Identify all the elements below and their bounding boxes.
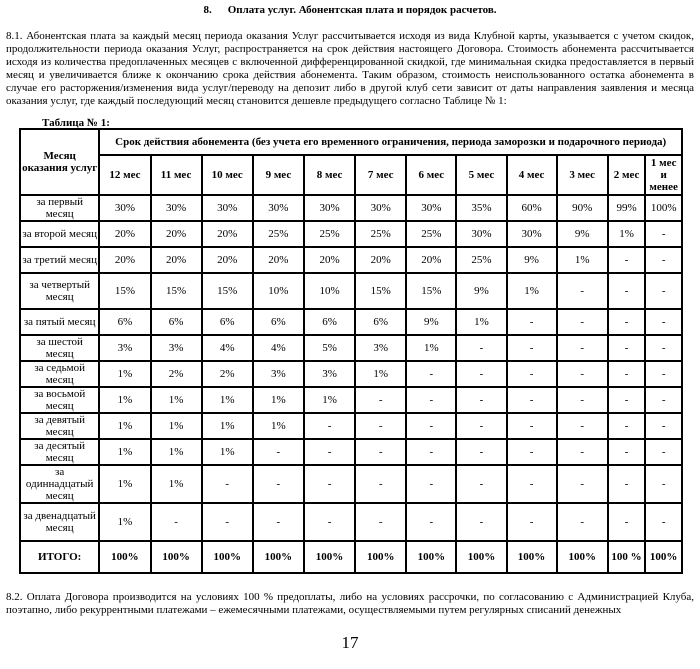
corner-header: Месяц оказания услуг <box>20 129 99 195</box>
column-header: 11 мес <box>151 155 202 195</box>
table-cell: 1% <box>151 413 202 439</box>
row-label: за десятый месяц <box>20 439 99 465</box>
table-cell: - <box>507 387 557 413</box>
table-title: Таблица № 1: <box>42 117 110 129</box>
section-number: 8. <box>203 4 212 16</box>
table-cell: - <box>355 387 406 413</box>
table-row <box>20 503 682 541</box>
total-cell: 100% <box>151 541 202 573</box>
table-cell: 30% <box>304 195 355 221</box>
table-cell: - <box>557 273 608 309</box>
table-cell: 1% <box>406 335 456 361</box>
row-label: за первый месяц <box>20 195 99 221</box>
table-cell: 10% <box>253 273 304 309</box>
table-cell: - <box>645 387 682 413</box>
table-cell: 1% <box>456 309 506 335</box>
table-cell: 1% <box>253 387 304 413</box>
table-cell: - <box>253 439 304 465</box>
table-cell: - <box>507 465 557 503</box>
table-cell: - <box>151 503 202 541</box>
table-cell: 6% <box>202 309 253 335</box>
table-cell: 1% <box>355 361 406 387</box>
table-row <box>20 465 682 503</box>
table-cell: 3% <box>99 335 150 361</box>
table-cell: - <box>645 273 682 309</box>
table-cell: - <box>645 439 682 465</box>
column-header: 9 мес <box>253 155 304 195</box>
table-cell: 2% <box>151 361 202 387</box>
table-cell: - <box>304 413 355 439</box>
table-cell: - <box>645 247 682 273</box>
table-cell: - <box>645 465 682 503</box>
total-cell: 100% <box>304 541 355 573</box>
table-cell: 25% <box>456 247 506 273</box>
table-cell: - <box>304 503 355 541</box>
table-cell: 15% <box>406 273 456 309</box>
table-cell: 15% <box>151 273 202 309</box>
table-cell: - <box>507 503 557 541</box>
table-cell: - <box>608 387 646 413</box>
total-cell: 100% <box>645 541 682 573</box>
table-cell: 30% <box>202 195 253 221</box>
table-cell: - <box>608 309 646 335</box>
total-cell: 100% <box>99 541 150 573</box>
table-cell: 3% <box>151 335 202 361</box>
table-cell: 20% <box>304 247 355 273</box>
table-cell: 9% <box>557 221 608 247</box>
table-cell: 1% <box>151 439 202 465</box>
discount-table <box>19 128 683 574</box>
table-cell: 15% <box>99 273 150 309</box>
table-row <box>20 439 682 465</box>
total-cell: 100% <box>507 541 557 573</box>
table-cell: 1% <box>202 413 253 439</box>
column-header: 5 мес <box>456 155 506 195</box>
table-cell: - <box>608 503 646 541</box>
row-label: за третий месяц <box>20 247 99 273</box>
table-cell: 6% <box>253 309 304 335</box>
table-cell: - <box>456 503 506 541</box>
paragraph-8-1: 8.1. Абонентская плата за каждый месяц периода оказания Услуг рассчитывается исходя из вида Клубной карты, указывается с учетом скидок, продолжительности периода оказания Услуг, распространяется на срок действия настоящего Договора. Стоимость абонемента рассчитывается исходя из количества предоплаченных месяцев с включенной дифференцированной скидкой, где минимальная скидка предоставляется в первый месяц и увеличивается ближе к окончанию срока действия абонемента. Таким образом, стоимость неиспользованного остатка абонемента в случае его расторжения/изменения вида услуг/переводу на депозит либо в другой клуб сети зависит от даты направления заявления и месяца оказания услуг, где каждый последующий месяц становится дешевле предыдущего согласно Таблице № 1: <box>6 30 694 107</box>
table-cell: - <box>557 335 608 361</box>
table-cell: 6% <box>99 309 150 335</box>
table-row <box>20 413 682 439</box>
table-cell: 35% <box>456 195 506 221</box>
table-cell: 30% <box>507 221 557 247</box>
table-cell: 1% <box>151 465 202 503</box>
table-cell: 1% <box>253 413 304 439</box>
section-title: Оплата услуг. Абонентская плата и порядок расчетов. <box>227 4 497 16</box>
total-label: ИТОГО: <box>20 541 99 573</box>
table-cell: 3% <box>253 361 304 387</box>
table-cell: - <box>456 335 506 361</box>
table-cell: - <box>645 221 682 247</box>
table-cell: 4% <box>202 335 253 361</box>
table-row <box>20 335 682 361</box>
table-cell: 30% <box>355 195 406 221</box>
table-row <box>20 195 682 221</box>
row-label: за второй месяц <box>20 221 99 247</box>
table-cell: 30% <box>456 221 506 247</box>
table-cell: 9% <box>507 247 557 273</box>
table-cell: 1% <box>99 413 150 439</box>
table-cell: 30% <box>99 195 150 221</box>
table-cell: 1% <box>151 387 202 413</box>
table-cell: 90% <box>557 195 608 221</box>
table-row <box>20 387 682 413</box>
table-cell: - <box>645 309 682 335</box>
paragraph-8-2: 8.2. Оплата Договора производится на условиях 100 % предоплаты, либо на условиях рассрочки, по согласованию с Администрацией Клуба, поэтапно, либо рекуррентными платежами – ежемесячными платежами, осуществляемыми путем регулярных списаний денежных <box>6 591 694 616</box>
table-row <box>20 221 682 247</box>
table-cell: - <box>557 413 608 439</box>
table-cell: 30% <box>151 195 202 221</box>
table-cell: 1% <box>202 387 253 413</box>
table-cell: - <box>456 465 506 503</box>
table-cell: 1% <box>202 439 253 465</box>
table-cell: 10% <box>304 273 355 309</box>
group-header: Срок действия абонемента (без учета его временного ограничения, периода заморозки и подарочного периода) <box>99 129 682 155</box>
table-cell: - <box>202 503 253 541</box>
table-cell: 20% <box>355 247 406 273</box>
table-cell: 20% <box>99 221 150 247</box>
table-cell: 20% <box>151 247 202 273</box>
table-cell: 20% <box>202 221 253 247</box>
table-cell: - <box>355 465 406 503</box>
table-cell: - <box>557 361 608 387</box>
table-cell: 15% <box>202 273 253 309</box>
table-cell: - <box>304 439 355 465</box>
table-cell: 9% <box>406 309 456 335</box>
table-cell: 1% <box>99 361 150 387</box>
table-cell: 1% <box>507 273 557 309</box>
table-cell: 99% <box>608 195 646 221</box>
table-cell: - <box>645 361 682 387</box>
table-cell: - <box>608 361 646 387</box>
column-header: 6 мес <box>406 155 456 195</box>
table-cell: - <box>253 503 304 541</box>
column-header: 8 мес <box>304 155 355 195</box>
table-cell: 1% <box>99 387 150 413</box>
column-header: 10 мес <box>202 155 253 195</box>
column-header: 7 мес <box>355 155 406 195</box>
table-cell: - <box>608 247 646 273</box>
table-cell: - <box>507 335 557 361</box>
table-cell: - <box>608 335 646 361</box>
table-cell: 2% <box>202 361 253 387</box>
table-cell: - <box>456 439 506 465</box>
table-cell: 1% <box>557 247 608 273</box>
table-cell: - <box>355 503 406 541</box>
table-cell: - <box>406 465 456 503</box>
table-cell: - <box>507 413 557 439</box>
table-cell: 100% <box>645 195 682 221</box>
total-cell: 100% <box>202 541 253 573</box>
page-number: 17 <box>341 633 359 652</box>
table-row <box>20 247 682 273</box>
table-cell: - <box>406 413 456 439</box>
table-cell: 15% <box>355 273 406 309</box>
table-cell: 9% <box>456 273 506 309</box>
row-label: за пятый месяц <box>20 309 99 335</box>
table-cell: 60% <box>507 195 557 221</box>
table-cell: - <box>608 439 646 465</box>
table-cell: 25% <box>304 221 355 247</box>
table-cell: 25% <box>355 221 406 247</box>
table-cell: 6% <box>355 309 406 335</box>
table-cell: 1% <box>608 221 646 247</box>
table-cell: - <box>406 387 456 413</box>
row-label: за девятый месяц <box>20 413 99 439</box>
table-cell: - <box>507 361 557 387</box>
table-row <box>20 361 682 387</box>
table-cell: - <box>557 465 608 503</box>
table-cell: - <box>645 335 682 361</box>
table-cell: - <box>456 387 506 413</box>
total-cell: 100% <box>557 541 608 573</box>
table-cell: - <box>645 503 682 541</box>
table-cell: - <box>355 439 406 465</box>
table-cell: - <box>608 413 646 439</box>
table-cell: 4% <box>253 335 304 361</box>
table-cell: 20% <box>406 247 456 273</box>
table-cell: 3% <box>355 335 406 361</box>
table-cell: 20% <box>202 247 253 273</box>
row-label: за восьмой месяц <box>20 387 99 413</box>
total-row <box>20 541 682 573</box>
table-cell: 1% <box>99 439 150 465</box>
table-cell: 20% <box>99 247 150 273</box>
table-cell: - <box>456 361 506 387</box>
column-header: 1 мес и менее <box>645 155 682 195</box>
table-cell: - <box>202 465 253 503</box>
total-cell: 100% <box>355 541 406 573</box>
table-cell: - <box>406 361 456 387</box>
column-header: 2 мес <box>608 155 646 195</box>
table-cell: - <box>557 387 608 413</box>
table-cell: - <box>507 309 557 335</box>
table-cell: - <box>608 465 646 503</box>
row-label: за четвертый месяц <box>20 273 99 309</box>
table-cell: 25% <box>406 221 456 247</box>
section-heading <box>0 4 700 17</box>
column-header: 3 мес <box>557 155 608 195</box>
table-cell: 20% <box>151 221 202 247</box>
table-cell: - <box>406 503 456 541</box>
row-label: за двенадцатый месяц <box>20 503 99 541</box>
table-cell: 3% <box>304 361 355 387</box>
row-label: за одиннадцатый месяц <box>20 465 99 503</box>
table-cell: - <box>456 413 506 439</box>
table-cell: 30% <box>406 195 456 221</box>
table-cell: 30% <box>253 195 304 221</box>
row-label: за седьмой месяц <box>20 361 99 387</box>
table-cell: 1% <box>99 465 150 503</box>
table-cell: - <box>608 273 646 309</box>
column-header: 12 мес <box>99 155 150 195</box>
table-row <box>20 309 682 335</box>
table-cell: 6% <box>304 309 355 335</box>
table-cell: 5% <box>304 335 355 361</box>
total-cell: 100% <box>406 541 456 573</box>
table-cell: 20% <box>253 247 304 273</box>
table-cell: - <box>557 309 608 335</box>
table-cell: - <box>557 439 608 465</box>
table-cell: 6% <box>151 309 202 335</box>
table-cell: - <box>355 413 406 439</box>
table-cell: - <box>406 439 456 465</box>
total-cell: 100% <box>253 541 304 573</box>
row-label: за шестой месяц <box>20 335 99 361</box>
table-cell: 1% <box>99 503 150 541</box>
table-cell: - <box>557 503 608 541</box>
table-cell: - <box>507 439 557 465</box>
column-header: 4 мес <box>507 155 557 195</box>
total-cell: 100% <box>456 541 506 573</box>
table-cell: 25% <box>253 221 304 247</box>
table-cell: 1% <box>304 387 355 413</box>
total-cell: 100 % <box>608 541 646 573</box>
table-cell: - <box>645 413 682 439</box>
table-cell: - <box>253 465 304 503</box>
table-cell: - <box>304 465 355 503</box>
table-row <box>20 273 682 309</box>
